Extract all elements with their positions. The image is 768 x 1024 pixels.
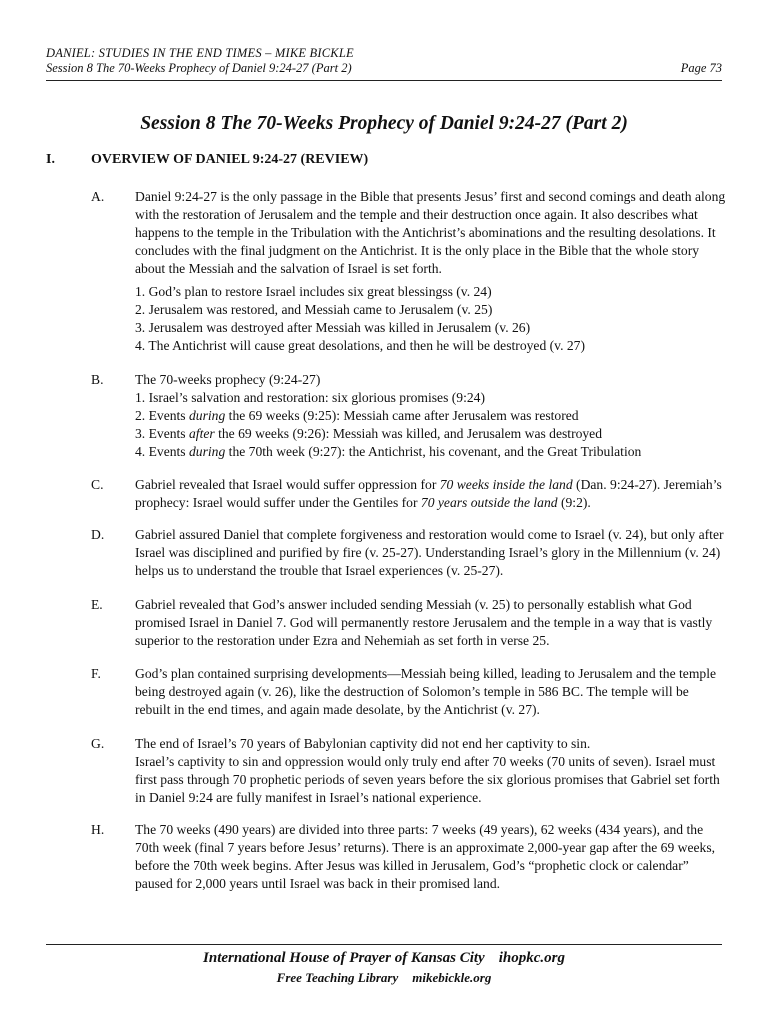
item-text: Gabriel revealed that Israel would suffer oppression for 70 weeks inside the land (Dan. 9:24-27). Jeremiah’s prophecy: Israel would suffer under the Gentiles for 70 years outside the land (9:2). [135, 477, 722, 510]
section-title: OVERVIEW OF DANIEL 9:24-27 (REVIEW) [91, 152, 369, 167]
item-letter: D. [91, 527, 105, 542]
item-letter: B. [91, 372, 104, 387]
item-text: The 70-weeks prophecy (9:24-27) [135, 372, 321, 387]
series-title: DANIEL: STUDIES IN THE END TIMES – MIKE BICKLE [46, 46, 354, 60]
footer-site-link[interactable]: ihopkc.org [498, 950, 565, 966]
emphasis: during [189, 408, 226, 423]
list-item: 1. God’s plan to restore Israel includes six great blessingss (v. 24) [135, 284, 492, 299]
item-text: Gabriel assured Daniel that complete forgiveness and restoration would come to Israel (v. 24), but only after Israel was disciplined and purified by fire (v. 25-27). Understanding Israel’s glory in the Millennium (v. 24) helps us to understand the trouble that Israel experiences (v. 25-27). [135, 527, 724, 578]
section-number: I. [46, 152, 55, 167]
list-item: 2. Events during the 69 weeks (9:25): Messiah came after Jerusalem was restored [135, 408, 579, 423]
item-c [91, 476, 726, 512]
item-letter: H. [91, 822, 105, 837]
session-subtitle: Session 8 The 70-Weeks Prophecy of Daniel 9:24-27 (Part 2) [46, 61, 352, 75]
emphasis: 70 weeks inside the land [439, 477, 573, 492]
item-d [91, 526, 726, 580]
emphasis: during [189, 444, 226, 459]
item-b [91, 371, 726, 461]
item-h [91, 821, 726, 893]
list-item: 3. Jerusalem was destroyed after Messiah was killed in Jerusalem (v. 26) [135, 320, 531, 335]
item-text: God’s plan contained surprising developments—Messiah being killed, leading to Jerusalem and the temple being destroyed again (v. 26), like the destruction of Solomon’s temple in 586 BC. The temple will be rebuilt in the end times, and again made desolate, by the Antichrist (v. 27). [135, 666, 717, 717]
footer-library-link[interactable]: mikebickle.org [412, 970, 492, 985]
item-text: Gabriel revealed that God’s answer included sending Messiah (v. 25) to personally establish what God promised Israel in Daniel 7. God will permanently restore Jerusalem and the temple in a way that is vastly superior to the restoration under Ezra and Nehemiah as set forth in verse 25. [135, 597, 713, 648]
running-header [46, 46, 722, 76]
emphasis: 70 years outside the land [420, 495, 558, 510]
footer-org-line [0, 950, 768, 967]
list-item: 2. Jerusalem was restored, and Messiah came to Jerusalem (v. 25) [135, 302, 493, 317]
list-item: 1. Israel’s salvation and restoration: six glorious promises (9:24) [135, 390, 485, 405]
emphasis: after [189, 426, 215, 441]
list-item: 3. Events after the 69 weeks (9:26): Messiah was killed, and Jerusalem was destroyed [135, 426, 603, 441]
page-number: Page 73 [680, 61, 722, 75]
item-text: The 70 weeks (490 years) are divided into three parts: 7 weeks (49 years), 62 weeks (434 years), and the 70th week (final 7 years before Jesus’ returns). There is an approximate 2,000-year gap after the 69 weeks, before the 70th week begins. After Jesus was killed in Jerusalem, God’s “prophetic clock or calendar” paused for 2,000 years until Israel was back in their promised land. [135, 822, 716, 891]
header-divider [46, 80, 722, 81]
item-text: Daniel 9:24-27 is the only passage in the Bible that presents Jesus’ first and second comings and death along with the restoration of Jerusalem and the temple and their destruction once again. It also describes what happens to the temple in the Tribulation with the Antichrist’s abominations and the resulting desolations. It concludes with the final judgment on the Antichrist. It is the only place in the Bible that the whole story about the Messiah and the salvation of Israel is set forth. [135, 189, 726, 276]
list-item: 4. The Antichrist will cause great desolations, and then he will be destroyed (v. 27) [135, 338, 585, 353]
item-e [91, 596, 726, 650]
footer-org: International House of Prayer of Kansas City [203, 950, 485, 966]
numbered-list [135, 283, 726, 355]
list-item: 4. Events during the 70th week (9:27): the Antichrist, his covenant, and the Great Tribulation [135, 444, 642, 459]
item-a [91, 188, 726, 355]
item-letter: F. [91, 666, 101, 681]
item-text: The end of Israel’s 70 years of Babylonian captivity did not end her captivity to sin. Israel’s captivity to sin and oppression would only truly end after 70 weeks (70 units of seven). Israel must first pass through 70 prophetic periods of seven years before the six glorious promises that Gabriel set forth in Daniel 9:24 are fully manifest in Israel’s national experience. [135, 736, 720, 805]
item-letter: A. [91, 189, 105, 204]
footer-library: Free Teaching Library [276, 970, 399, 985]
item-letter: E. [91, 597, 103, 612]
session-title: Session 8 The 70-Weeks Prophecy of Daniel 9:24-27 (Part 2) [140, 113, 628, 134]
footer-divider [46, 944, 722, 945]
item-letter: G. [91, 736, 105, 751]
numbered-list [135, 389, 726, 461]
item-letter: C. [91, 477, 104, 492]
footer-library-line [0, 970, 768, 986]
item-f [91, 665, 726, 719]
item-g [91, 735, 726, 807]
